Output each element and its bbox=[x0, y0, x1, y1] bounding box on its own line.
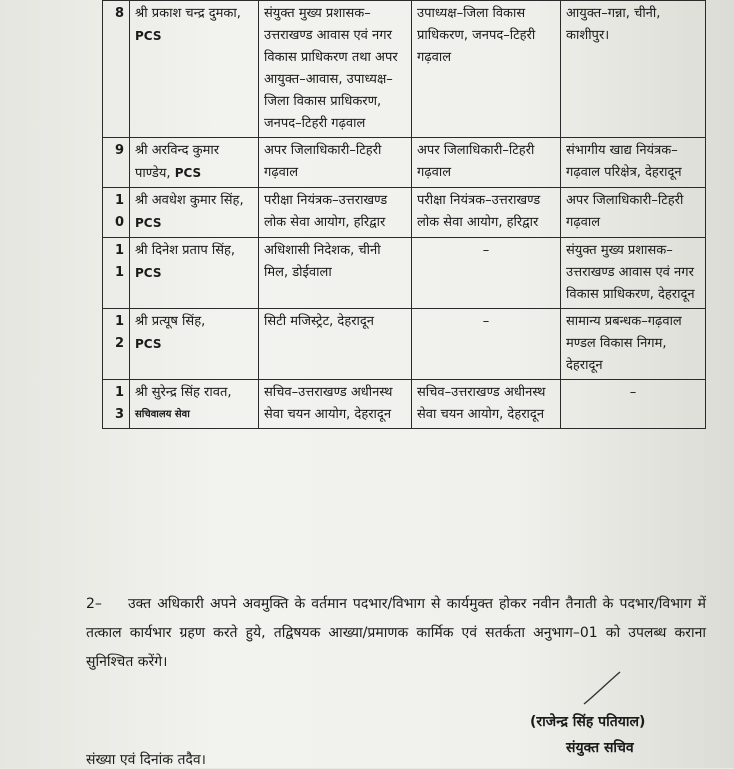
officer-name: श्री प्रकाश चन्द्र दुमका, bbox=[135, 6, 241, 21]
officer-service: सचिवालय सेवा bbox=[135, 409, 190, 420]
officer-name: श्री अरविन्द कुमार पाण्डेय, bbox=[135, 143, 220, 181]
row-number: 10 bbox=[103, 188, 130, 238]
reference-footer: संख्या एवं दिनांक तदैव। bbox=[86, 752, 206, 768]
current-post: सचिव–उत्तराखण्ड अधीनस्थ सेवा चयन आयोग, देहरादून bbox=[259, 380, 412, 429]
officer-service: PCS bbox=[135, 216, 162, 230]
officer-name-cell bbox=[130, 1, 259, 138]
row-number: 13 bbox=[103, 380, 130, 429]
new-posting: संभागीय खाद्य नियंत्रक–गढ़वाल परिक्षेत्र, देहरादून bbox=[561, 138, 706, 188]
officer-name-cell bbox=[130, 138, 259, 188]
row-number: 9 bbox=[103, 138, 130, 188]
table-row bbox=[103, 1, 706, 138]
officer-name-cell bbox=[130, 309, 259, 380]
new-posting: संयुक्त मुख्य प्रशासक–उत्तराखण्ड आवास एवं नगर विकास प्राधिकरण, देहरादून bbox=[561, 238, 706, 309]
table-row bbox=[103, 380, 706, 429]
additional-post: सचिव–उत्तराखण्ड अधीनस्थ सेवा चयन आयोग, देहरादून bbox=[412, 380, 561, 429]
officer-name: श्री प्रत्यूष सिंह, bbox=[135, 314, 206, 329]
current-post: सिटी मजिस्ट्रेट, देहरादून bbox=[259, 309, 412, 380]
transfer-table bbox=[102, 0, 706, 429]
current-post: अधिशासी निदेशक, चीनी मिल, डोईवाला bbox=[259, 238, 412, 309]
additional-post: परीक्षा नियंत्रक–उत्तराखण्ड लोक सेवा आयोग, हरिद्वार bbox=[412, 188, 561, 238]
officer-service: PCS bbox=[135, 337, 162, 351]
table-row bbox=[103, 309, 706, 380]
current-post: परीक्षा नियंत्रक–उत्तराखण्ड लोक सेवा आयोग, हरिद्वार bbox=[259, 188, 412, 238]
current-post: अपर जिलाधिकारी–टिहरी गढ़वाल bbox=[259, 138, 412, 188]
instruction-paragraph bbox=[86, 590, 706, 677]
row-number: 8 bbox=[103, 1, 130, 138]
new-posting: सामान्य प्रबन्धक–गढ़वाल मण्डल विकास निगम, देहरादून bbox=[561, 309, 706, 380]
signatory-name: (राजेन्द्र सिंह पतियाल) bbox=[530, 714, 646, 730]
officer-name-cell bbox=[130, 380, 259, 429]
signature-mark-icon bbox=[582, 668, 622, 708]
additional-post: उपाध्यक्ष–जिला विकास प्राधिकरण, जनपद–टिहरी गढ़वाल bbox=[412, 1, 561, 138]
table-row bbox=[103, 188, 706, 238]
additional-post: – bbox=[412, 238, 561, 309]
new-posting: अपर जिलाधिकारी–टिहरी गढ़वाल bbox=[561, 188, 706, 238]
officer-service: PCS bbox=[135, 29, 162, 43]
new-posting: आयुक्त–गन्ना, चीनी, काशीपुर। bbox=[561, 1, 706, 138]
additional-post: अपर जिलाधिकारी–टिहरी गढ़वाल bbox=[412, 138, 561, 188]
additional-post: – bbox=[412, 309, 561, 380]
row-number: 12 bbox=[103, 309, 130, 380]
new-posting: – bbox=[561, 380, 706, 429]
officer-name: श्री सुरेन्द्र सिंह रावत, bbox=[135, 385, 232, 400]
officer-name-cell bbox=[130, 188, 259, 238]
paragraph-number: 2– bbox=[86, 596, 102, 612]
signatory-designation: संयुक्त सचिव bbox=[566, 740, 634, 756]
officer-name: श्री अवधेश कुमार सिंह, bbox=[135, 193, 244, 208]
row-number: 11 bbox=[103, 238, 130, 309]
table-row bbox=[103, 138, 706, 188]
table-row bbox=[103, 238, 706, 309]
officer-service: PCS bbox=[174, 166, 202, 180]
officer-service: PCS bbox=[135, 266, 162, 280]
officer-name-cell bbox=[130, 238, 259, 309]
paragraph-text: उक्त अधिकारी अपने अवमुक्ति के वर्तमान पदभार/विभाग से कार्यमुक्त होकर नवीन तैनाती के पदभार/विभाग में तत्काल कार्यभार ग्रहण करते हुये, तद्विषयक आख्या/प्रमाणक कार्मिक एवं सतर्कता अनुभाग–01 को उपलब्ध कराना सुनिश्चित करेंगे। bbox=[86, 596, 706, 670]
current-post: संयुक्त मुख्य प्रशासक–उत्तराखण्ड आवास एवं नगर विकास प्राधिकरण तथा अपर आयुक्त–आवास, उपाध्यक्ष–जिला विकास प्राधिकरण, जनपद–टिहरी गढ़वाल bbox=[259, 1, 412, 138]
officer-name: श्री दिनेश प्रताप सिंह, bbox=[135, 243, 236, 258]
